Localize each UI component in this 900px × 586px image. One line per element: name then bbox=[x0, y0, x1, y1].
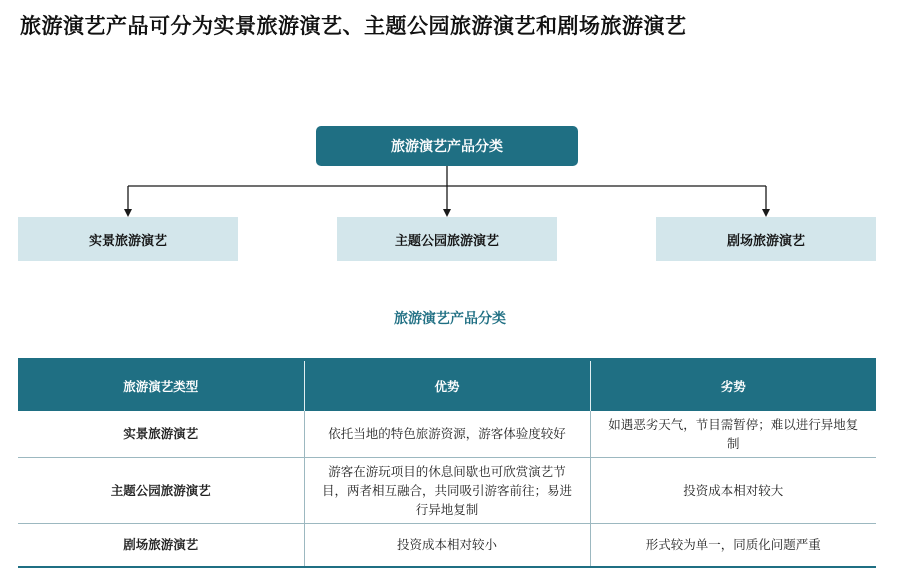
table-title: 旅游演艺产品分类 bbox=[394, 311, 506, 327]
type-cell: 主题公园旅游演艺 bbox=[18, 457, 304, 523]
table-header-row bbox=[18, 360, 876, 412]
disadvantage-cell: 形式较为单一，同质化问题严重 bbox=[590, 523, 876, 567]
table-row bbox=[18, 411, 876, 457]
classification-table bbox=[18, 358, 876, 568]
disadvantage-cell: 投资成本相对较大 bbox=[590, 457, 876, 523]
tree-node-theater: 剧场旅游演艺 bbox=[656, 217, 876, 261]
table-row bbox=[18, 523, 876, 567]
advantage-cell: 投资成本相对较小 bbox=[304, 523, 590, 567]
tree-root-node: 旅游演艺产品分类 bbox=[316, 126, 578, 166]
tree-node-theme-park: 主题公园旅游演艺 bbox=[337, 217, 557, 261]
advantage-cell: 游客在游玩项目的休息间歇也可欣赏演艺节目，两者相互融合，共同吸引游客前往；易进行异地复制 bbox=[304, 457, 590, 523]
type-cell: 实景旅游演艺 bbox=[18, 411, 304, 457]
header-disadvantage: 劣势 bbox=[590, 360, 876, 412]
header-advantage: 优势 bbox=[304, 360, 590, 412]
page-title: 旅游演艺产品可分为实景旅游演艺、主题公园旅游演艺和剧场旅游演艺 bbox=[20, 13, 687, 38]
disadvantage-cell: 如遇恶劣天气，节目需暂停；难以进行异地复制 bbox=[590, 411, 876, 457]
type-cell: 剧场旅游演艺 bbox=[18, 523, 304, 567]
table-row bbox=[18, 457, 876, 523]
header-type: 旅游演艺类型 bbox=[18, 360, 304, 412]
tree-node-live-scene: 实景旅游演艺 bbox=[18, 217, 238, 261]
advantage-cell: 依托当地的特色旅游资源，游客体验度较好 bbox=[304, 411, 590, 457]
